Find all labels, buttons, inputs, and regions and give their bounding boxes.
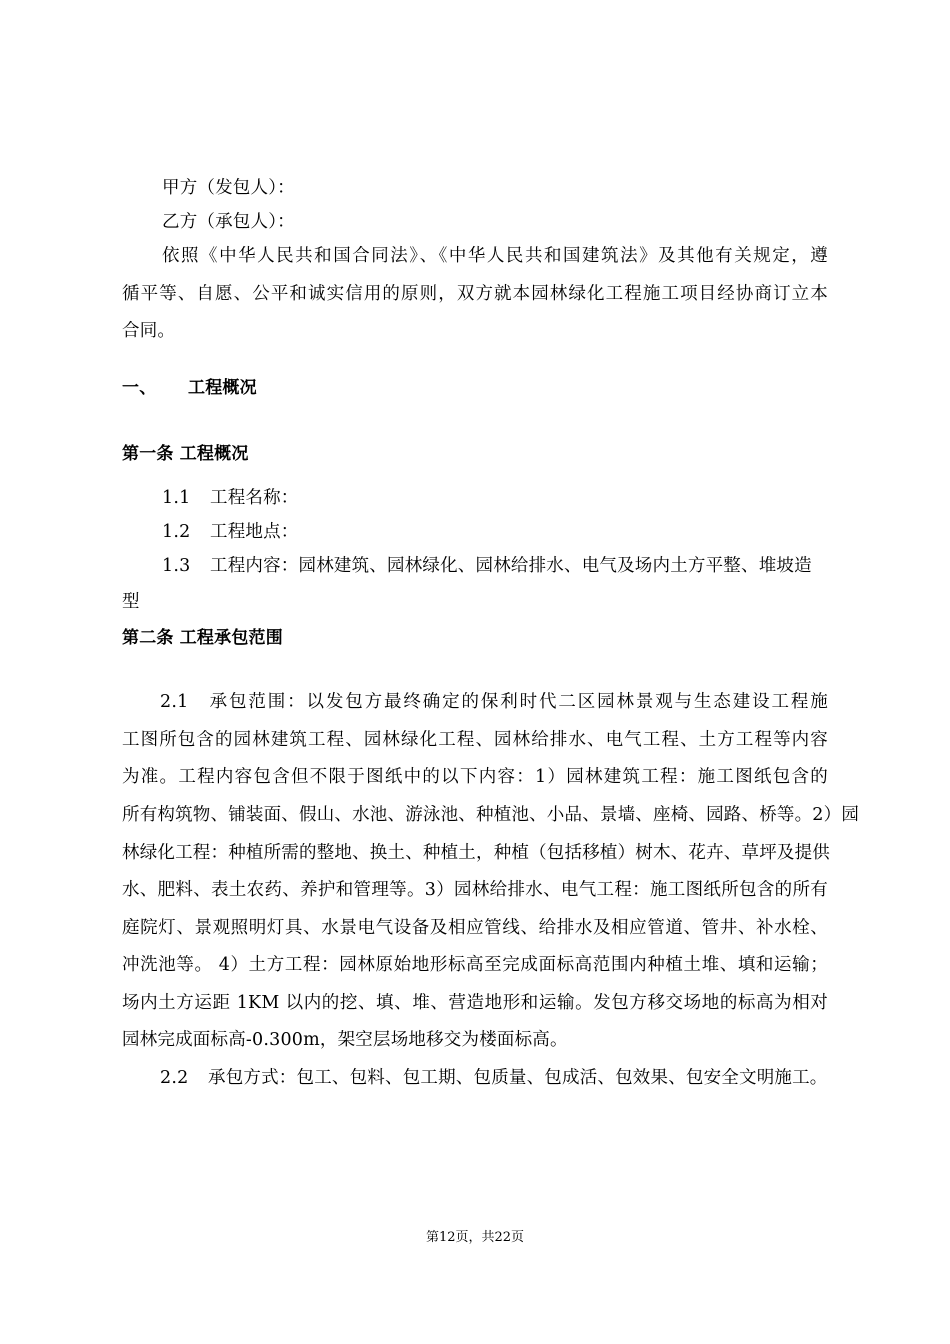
item-2-1-line-3: 为准。工程内容包含但不限于图纸中的以下内容：1）园林建筑工程：施工图纸包含的 <box>122 767 828 787</box>
item-2-1-line-2: 工图所包含的园林建筑工程、园林绿化工程、园林给排水、电气工程、土方工程等内容 <box>122 730 828 750</box>
item-1-3 <box>162 554 812 578</box>
item-number: 2.1 <box>160 692 189 712</box>
page-footer: 第12页，共22页 <box>425 1230 525 1245</box>
item-2-1-line-9: 场内土方运距 1KM 以内的挖、填、堆、营造地形和运输。发包方移交场地的标高为相对 <box>122 993 828 1013</box>
item-1-3-cont: 型 <box>122 592 140 612</box>
item-1-1 <box>162 486 299 510</box>
item-2-1-line-6: 水、肥料、表土农药、养护和管理等。3）园林给排水、电气工程：施工图纸所包含的所有 <box>122 880 828 900</box>
item-2-1-line-5: 林绿化工程：种植所需的整地、换土、种植土，种植（包括移植）树木、花卉、草坪及提供 <box>122 843 830 863</box>
item-1-2 <box>162 520 299 544</box>
item-2-1-line-10: 园林完成面标高-0.300m，架空层场地移交为楼面标高。 <box>122 1030 568 1050</box>
section-number: 一、 <box>122 378 157 398</box>
item-2-1-line-7: 庭院灯、景观照明灯具、水景电气设备及相应管线、给排水及相应管道、管井、补水栓、 <box>122 918 828 938</box>
item-2-1-line-1 <box>160 690 828 714</box>
item-2-1-line-4: 所有构筑物、铺装面、假山、水池、游泳池、种植池、小品、景墙、座椅、园路、桥等。2）园 <box>122 805 860 825</box>
party-b-line: 乙方（承包人）： <box>162 212 295 232</box>
item-number: 1.1 <box>162 488 191 508</box>
intro-line-1: 依照《中华人民共和国合同法》、《中华人民共和国建筑法》及其他有关规定，遵 <box>162 246 828 266</box>
section-title: 工程概况 <box>188 378 257 398</box>
item-text: 工程名称： <box>210 488 299 508</box>
item-number: 1.3 <box>162 556 191 576</box>
article2-title: 第二条 工程承包范围 <box>122 628 283 648</box>
intro-line-3: 合同。 <box>122 321 176 341</box>
item-2-2 <box>160 1066 828 1090</box>
article1-title: 第一条 工程概况 <box>122 444 249 464</box>
intro-line-2: 循平等、自愿、公平和诚实信用的原则，双方就本园林绿化工程施工项目经协商订立本 <box>122 284 828 304</box>
party-a-line: 甲方（发包人）： <box>162 178 295 198</box>
item-number: 2.2 <box>160 1068 189 1088</box>
item-text: 承包方式：包工、包料、包工期、包质量、包成活、包效果、包安全文明施工。 <box>208 1068 828 1088</box>
item-text: 承包范围：以发包方最终确定的保利时代二区园林景观与生态建设工程施 <box>208 692 828 712</box>
item-2-1-line-8: 冲洗池等。 4）土方工程：园林原始地形标高至完成面标高范围内种植土堆、填和运输； <box>122 955 828 975</box>
item-text: 工程地点： <box>210 522 299 542</box>
item-number: 1.2 <box>162 522 191 542</box>
item-text: 工程内容：园林建筑、园林绿化、园林给排水、电气及场内土方平整、堆坡造 <box>210 556 812 576</box>
section-heading <box>122 376 257 400</box>
